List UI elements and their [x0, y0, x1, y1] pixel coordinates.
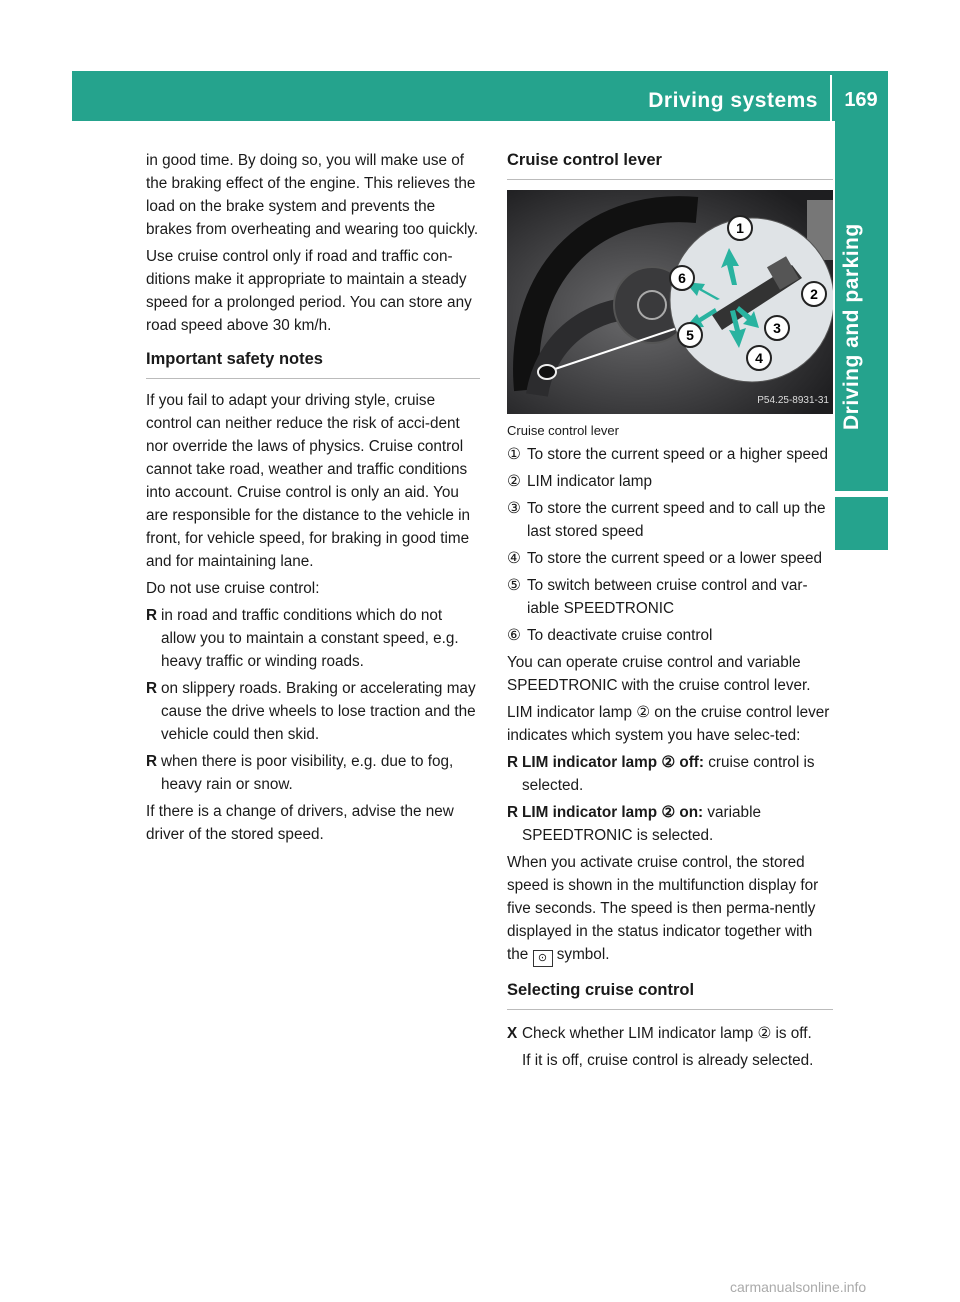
bullet-text: on slippery roads. Braking or accelerating may cause the drive wheels to lose traction and the vehicle could then skid. — [161, 680, 476, 743]
step-result: If it is off, cruise control is already selected. — [522, 1052, 814, 1069]
callout-1-label: 1 — [736, 220, 744, 236]
legend-text: To store the current speed and to call up the last stored speed — [527, 500, 826, 540]
bullet-marker: R — [146, 753, 158, 770]
side-tab-marker — [835, 497, 888, 550]
bullet-marker: R — [146, 680, 158, 697]
cruise-control-symbol-icon: ⊙ — [533, 950, 553, 967]
figure-code: P54.25-8931-31 — [757, 395, 829, 406]
paragraph — [507, 701, 833, 747]
legend-marker: ⑤ — [507, 577, 521, 594]
paragraph: in good time. By doing so, you will make use of the braking effect of the engine. This relieves the load on the brake system and prevents the brakes from overheating and wearing too quickly. — [146, 152, 479, 238]
legend-item — [507, 497, 833, 543]
bullet-marker: R — [507, 754, 519, 771]
lamp-on-text: variable SPEEDTRONIC is selected. — [522, 804, 761, 844]
header-divider — [830, 75, 832, 121]
bullet-item — [146, 604, 480, 673]
activate-text-b: symbol. — [556, 946, 610, 963]
lamp-off-state: off: — [679, 754, 704, 771]
side-tab-label: Driving and parking — [840, 223, 863, 430]
lim-marker: ② — [636, 704, 650, 721]
lamp-off-marker: ② — [661, 754, 676, 771]
legend-item — [507, 443, 833, 466]
callout-2-label: 2 — [810, 286, 818, 302]
legend-item — [507, 624, 833, 647]
step-text-b: is off. — [775, 1025, 812, 1042]
selecting-heading: Selecting cruise control — [507, 979, 833, 1010]
step-marker: X — [507, 1025, 518, 1042]
paragraph: Do not use cruise control: — [146, 580, 320, 597]
bullet-marker: R — [146, 607, 158, 624]
bullet-text: in road and traffic conditions which do not allow you to maintain a constant speed, e.g. heavy traffic or winding roads. — [161, 607, 459, 670]
lim-text-b: on the cruise control lever indicates which system you have selec-ted: — [507, 704, 830, 744]
callout-6-label: 6 — [678, 270, 686, 286]
lamp-off-label: LIM indicator lamp — [522, 754, 658, 771]
left-column — [146, 149, 480, 850]
callout-5-label: 5 — [686, 327, 694, 343]
footer-watermark: carmanualsonline.info — [730, 1279, 867, 1295]
bullet-text: when there is poor visibility, e.g. due to fog, heavy rain or snow. — [161, 753, 454, 793]
callout-4-label: 4 — [755, 350, 763, 366]
legend-text: LIM indicator lamp — [527, 473, 652, 490]
section-title: Driving systems — [648, 89, 818, 112]
paragraph — [507, 851, 833, 967]
lamp-on-label: LIM indicator lamp — [522, 804, 658, 821]
legend-marker: ③ — [507, 500, 521, 517]
lim-text-a: LIM indicator lamp — [507, 704, 632, 721]
legend-text: To switch between cruise control and var-iable SPEEDTRONIC — [527, 577, 808, 617]
cruise-lever-heading: Cruise control lever — [507, 149, 833, 180]
step-item — [507, 1022, 833, 1045]
lamp-on-state: on: — [679, 804, 704, 821]
paragraph: Use cruise control only if road and traffic con-ditions make it appropriate to maintain a steady speed for a prolonged period. You can store any road speed above 30 km/h. — [146, 248, 472, 334]
step-number-marker: ② — [757, 1025, 772, 1042]
callout-1 — [728, 216, 752, 240]
bullet-item — [507, 801, 833, 847]
right-column — [507, 149, 833, 1076]
safety-heading: Important safety notes — [146, 348, 480, 379]
callout-3 — [765, 316, 789, 340]
callout-5 — [678, 323, 702, 347]
callout-4 — [747, 346, 771, 370]
legend-text: To deactivate cruise control — [527, 627, 713, 644]
lamp-off-text: cruise control is selected. — [522, 754, 815, 794]
paragraph: If you fail to adapt your driving style, cruise control can neither reduce the risk of acci-dent nor override the laws of physics. Cruise control cannot take road, weather and traffic conditions into account. Cruise control is only an aid. You are responsible for the distance to the vehicle in front, for vehicle speed, for braking in good time and for maintaining lane. — [146, 392, 470, 570]
legend-marker: ④ — [507, 550, 521, 567]
legend-item — [507, 470, 833, 493]
legend-item — [507, 547, 833, 570]
header-bar — [72, 71, 888, 121]
legend-text: To store the current speed or a lower speed — [527, 550, 823, 567]
figure-caption: Cruise control lever — [507, 423, 619, 438]
legend-item — [507, 574, 833, 620]
callout-6 — [670, 266, 694, 290]
paragraph: If there is a change of drivers, advise the new driver of the stored speed. — [146, 803, 454, 843]
step-text-a: Check whether LIM indicator lamp — [522, 1025, 754, 1042]
page-number: 169 — [844, 89, 878, 111]
callout-2 — [802, 282, 826, 306]
callout-3-label: 3 — [773, 320, 781, 336]
cruise-control-figure — [507, 190, 833, 414]
bullet-item — [146, 750, 480, 796]
bullet-item — [507, 751, 833, 797]
legend-marker: ① — [507, 446, 521, 463]
figure-callouts — [507, 190, 833, 414]
activate-text-a: When you activate cruise control, the stored speed is shown in the multifunction display for five seconds. The speed is then perma-nently displayed in the status indicator together with the — [507, 854, 819, 963]
legend-marker: ② — [507, 473, 521, 490]
paragraph: You can operate cruise control and variable SPEEDTRONIC with the cruise control lever. — [507, 654, 811, 694]
bullet-marker: R — [507, 804, 519, 821]
lamp-on-marker: ② — [661, 804, 676, 821]
legend-text: To store the current speed or a higher speed — [527, 446, 829, 463]
legend-marker: ⑥ — [507, 627, 521, 644]
bullet-item — [146, 677, 480, 746]
